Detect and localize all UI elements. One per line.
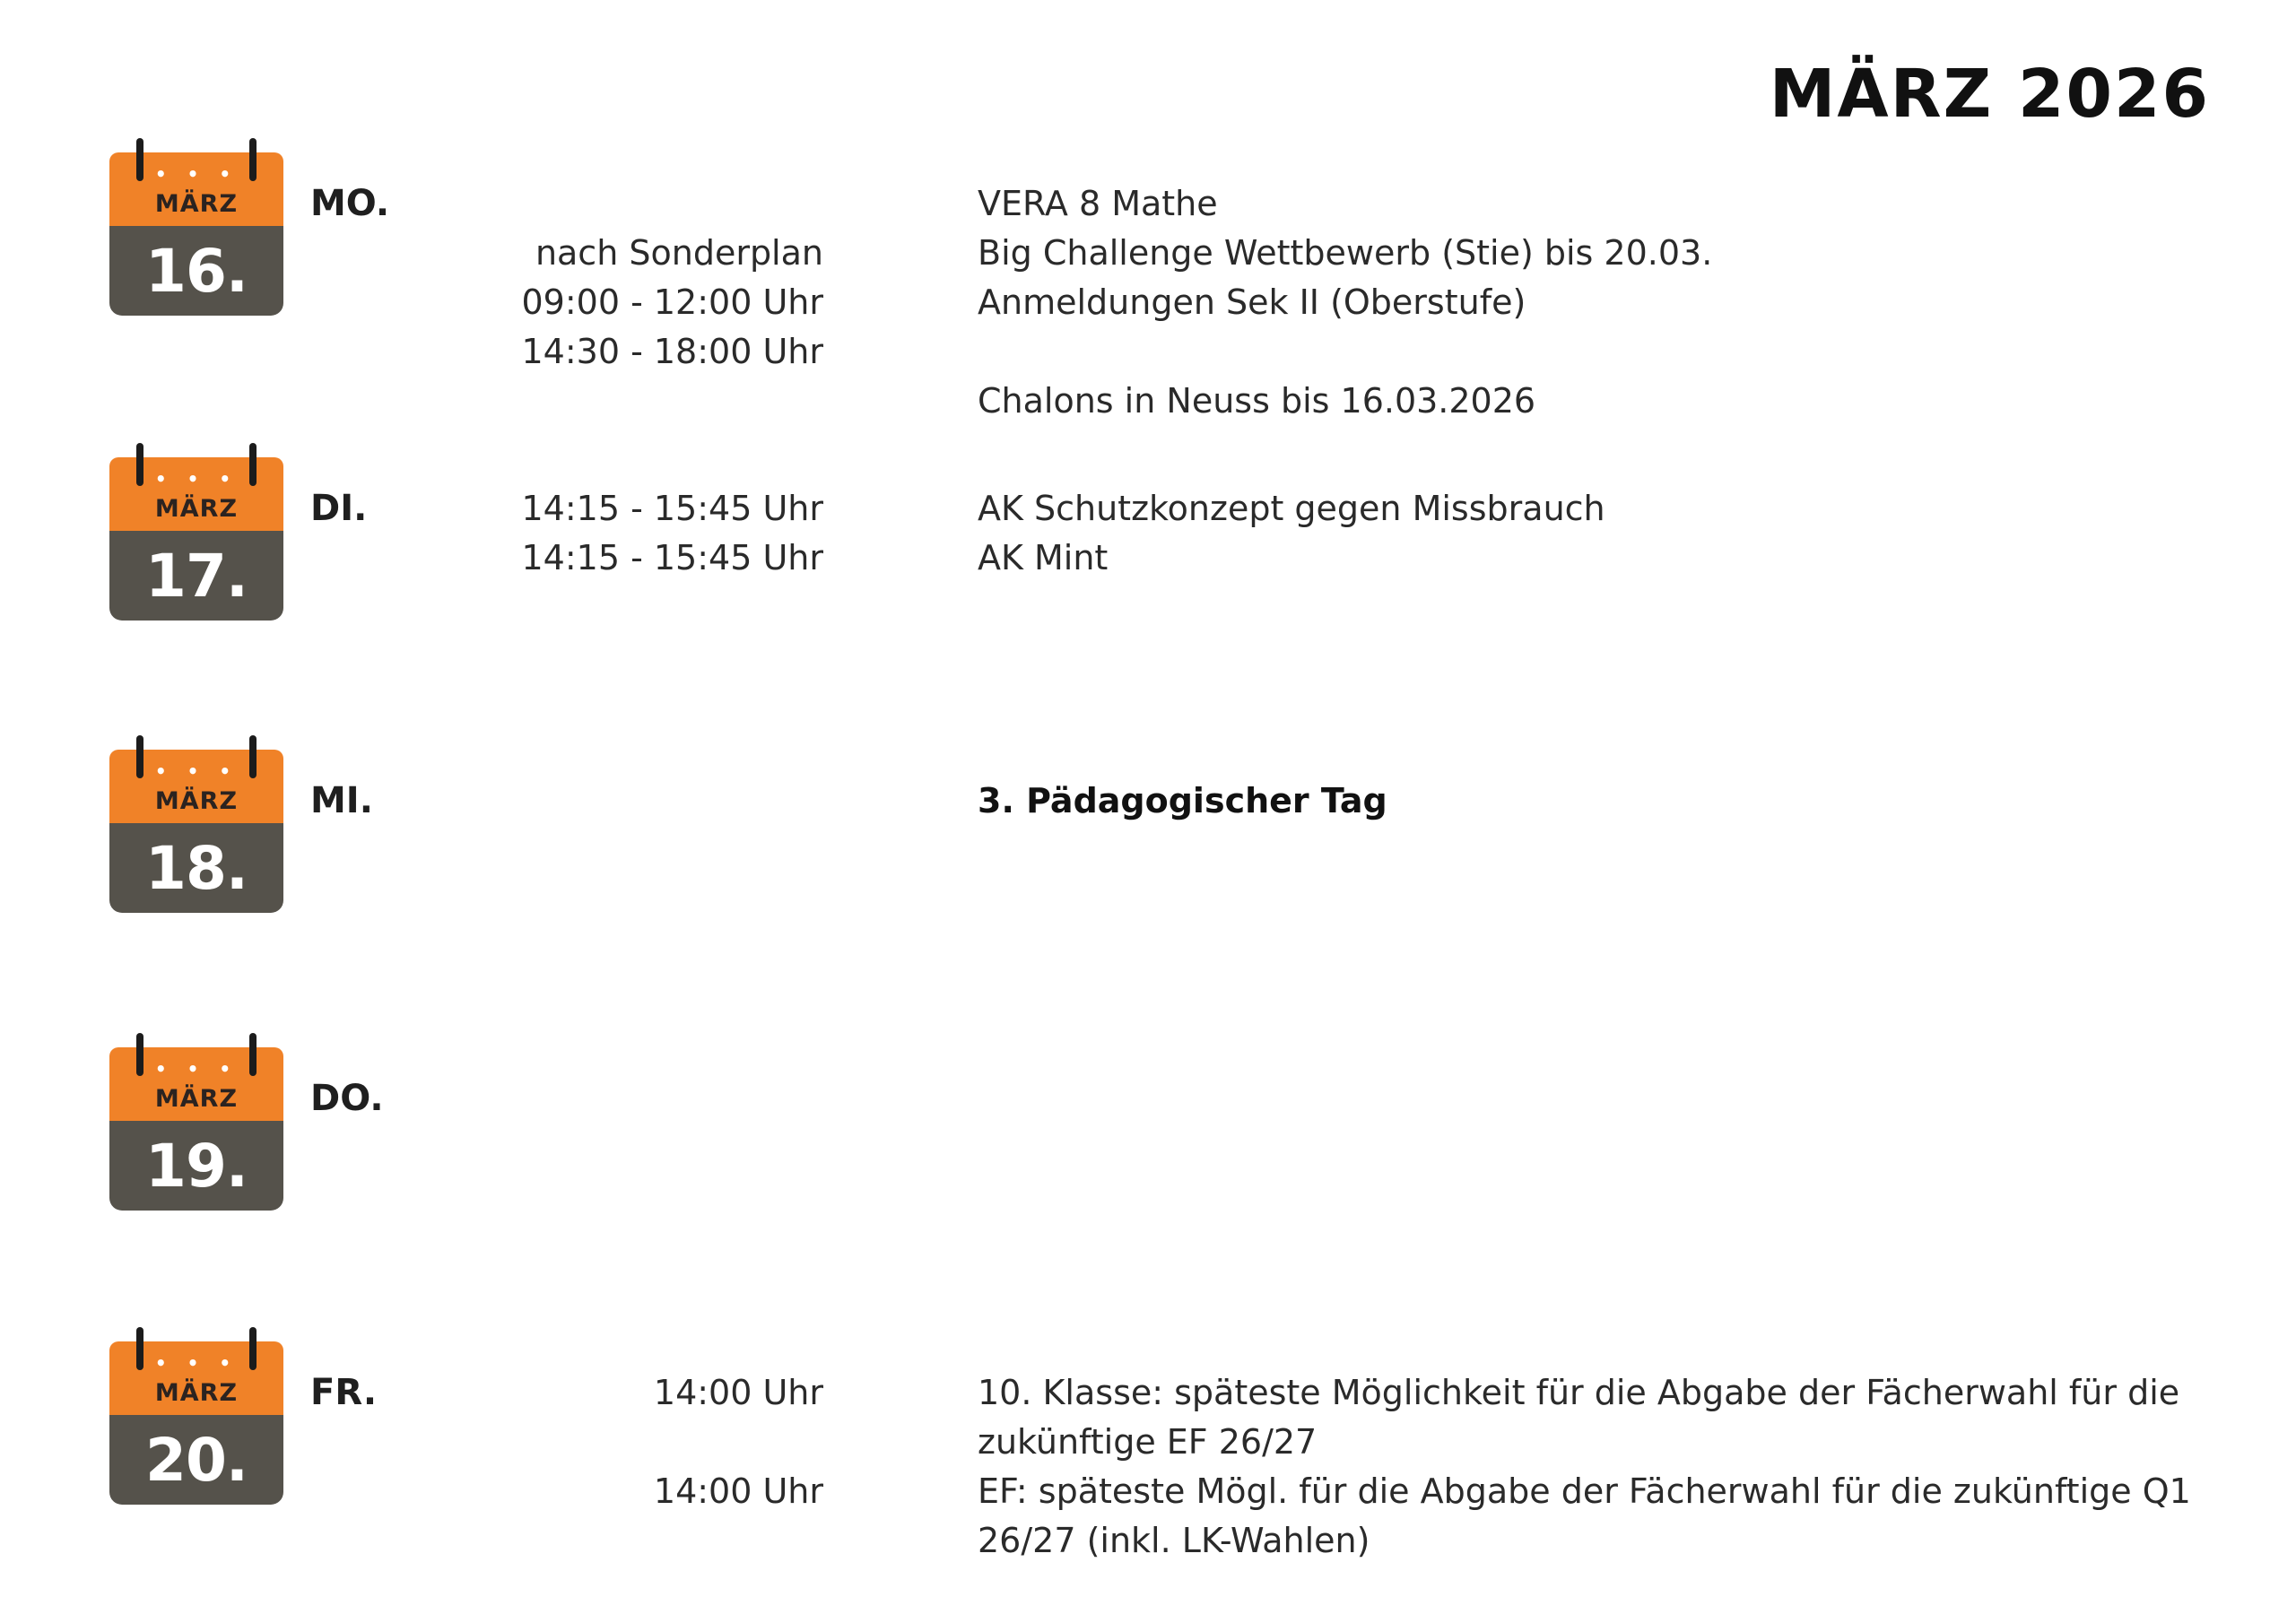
calendar-icon <box>109 1327 283 1505</box>
event-entry: AK Mint <box>978 538 1109 577</box>
time-entry: 14:15 - 15:45 Uhr <box>521 489 823 528</box>
time-entry <box>465 179 823 229</box>
calendar-dots-icon: • • • <box>154 760 239 782</box>
calendar-month: MÄRZ <box>154 787 239 815</box>
weekday-label: FR. <box>310 1372 378 1413</box>
event-entry: 10. Klasse: späteste Möglichkeit für die Abgabe der Fächerwahl für die zukünftige EF 26/27 <box>978 1373 2180 1462</box>
calendar-month: MÄRZ <box>154 495 239 523</box>
event-entry: Chalons in Neuss bis 16.03.2026 <box>978 381 1536 421</box>
time-entry: nach Sonderplan <box>535 233 823 273</box>
calendar-dots-icon: • • • <box>154 1058 239 1080</box>
time-entry <box>465 1418 823 1467</box>
time-entry: 09:00 - 12:00 Uhr <box>521 282 823 322</box>
calendar-dots-icon: • • • <box>154 468 239 490</box>
event-entry: Big Challenge Wettbewerb (Stie) bis 20.03. <box>978 233 1713 273</box>
page-title: MÄRZ 2026 <box>1769 56 2210 133</box>
calendar-date: 17. <box>109 531 283 621</box>
calendar-dots-icon: • • • <box>154 163 239 185</box>
calendar-date: 20. <box>109 1415 283 1505</box>
event-entry: AK Schutzkonzept gegen Missbrauch <box>978 489 1605 528</box>
weekday-label: MI. <box>310 780 373 821</box>
calendar-date: 16. <box>109 226 283 316</box>
events-column <box>978 484 2215 583</box>
time-entry: 14:30 - 18:00 Uhr <box>521 332 823 371</box>
event-entry: EF: späteste Mögl. für die Abgabe der Fächerwahl für die zukünftige Q1 26/27 (inkl. LK-Wahlen) <box>978 1471 2191 1560</box>
calendar-month: MÄRZ <box>154 1085 239 1113</box>
time-entry: 14:00 Uhr <box>653 1471 823 1511</box>
events-column <box>978 1368 2215 1566</box>
calendar-date: 19. <box>109 1121 283 1211</box>
calendar-icon <box>109 443 283 621</box>
time-entry <box>465 1516 823 1566</box>
events-column <box>978 179 2215 426</box>
calendar-date: 18. <box>109 823 283 913</box>
event-entry: Anmeldungen Sek II (Oberstufe) <box>978 282 1526 322</box>
calendar-icon <box>109 735 283 913</box>
events-column <box>978 777 2215 826</box>
event-entry <box>978 327 2215 377</box>
time-entry: 14:00 Uhr <box>653 1373 823 1412</box>
calendar-dots-icon: • • • <box>154 1352 239 1374</box>
times-column <box>465 1368 823 1566</box>
calendar-icon <box>109 138 283 316</box>
event-entry: VERA 8 Mathe <box>978 184 1218 223</box>
times-column <box>465 179 823 377</box>
times-column <box>465 484 823 583</box>
event-entry: 3. Pädagogischer Tag <box>978 781 1387 820</box>
calendar-month: MÄRZ <box>154 190 239 218</box>
weekday-label: DO. <box>310 1078 384 1119</box>
calendar-icon <box>109 1033 283 1211</box>
weekday-label: DI. <box>310 488 368 529</box>
calendar-month: MÄRZ <box>154 1379 239 1407</box>
time-entry: 14:15 - 15:45 Uhr <box>521 538 823 577</box>
weekday-label: MO. <box>310 183 390 224</box>
